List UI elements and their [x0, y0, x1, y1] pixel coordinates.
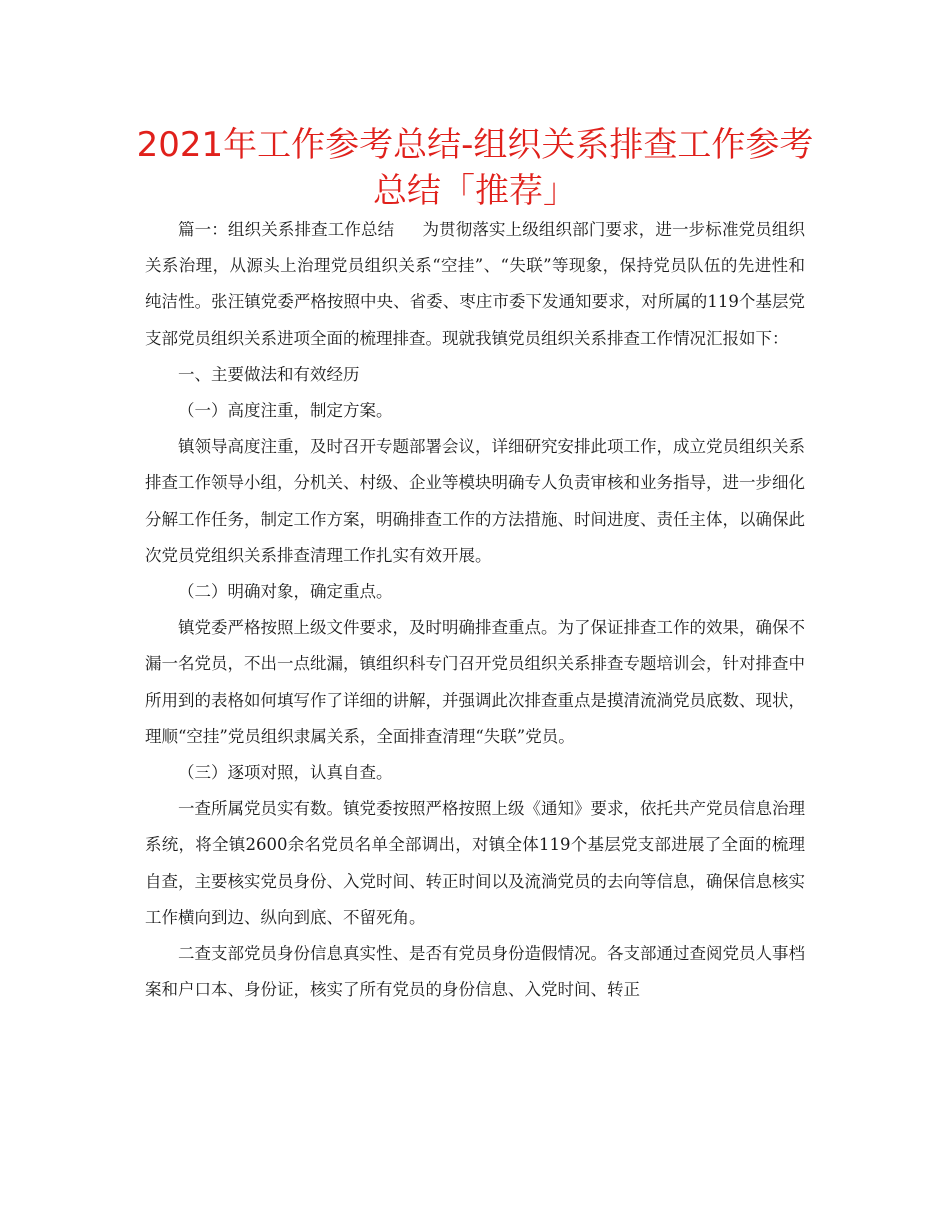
subsection-heading: （二）明确对象，确定重点。 — [178, 582, 393, 602]
intro-paragraph — [145, 212, 805, 357]
subsection-heading: （三）逐项对照，认真自查。 — [178, 763, 393, 783]
body-paragraph: 一查所属党员实有数。镇党委按照严格按照上级《通知》要求，依托共产党员信息治理系统，将全镇2600余名党员名单全部调出，对镇全体119个基层党支部进展了全面的梳理自查，主要核实党员身份、入党时间、转正时间以及流淌党员的去向等信息，确保信息核实工作横向到边、纵向到底、不留死角。 — [145, 799, 805, 927]
body-paragraph: 镇领导高度注重，及时召开专题部署会议，详细研究安排此项工作，成立党员组织关系排查工作领导小组，分机关、村级、企业等模块明确专人负责审核和业务指导，进一步细化分解工作任务，制定工作方案，明确排查工作的方法措施、时间进度、责任主体，以确保此次党员党组织关系排查清理工作扎实有效开展。 — [145, 437, 805, 565]
body-paragraph: 镇党委严格按照上级文件要求，及时明确排查重点。为了保证排查工作的效果，确保不漏一名党员，不出一点纰漏，镇组织科专门召开党员组织关系排查专题培训会，针对排查中所用到的表格如何填写作了详细的讲解，并强调此次排查重点是摸清流淌党员底数、现状，理顺“空挂”党员组织隶属关系，全面排查清理“失联”党员。 — [145, 618, 805, 746]
intro-text: 为贯彻落实上级组织部门要求，进一步标准党员组织关系治理，从源头上治理党员组织关系“空挂”、“失联”等现象，保持党员队伍的先进性和纯洁性。张汪镇党委严格按照中央、省委、枣庄市委下发通知要求，对所属的119个基层党支部党员组织关系进项全面的梳理排查。现就我镇党员组织关系排查工作情况汇报如下： — [145, 220, 806, 348]
intro-label: 篇一：组织关系排查工作总结 — [178, 220, 395, 239]
body-paragraph: 二查支部党员身份信息真实性、是否有党员身份造假情况。各支部通过查阅党员人事档案和户口本、身份证，核实了所有党员的身份信息、入党时间、转正 — [145, 944, 805, 1000]
subsection-heading: （一）高度注重，制定方案。 — [178, 401, 393, 421]
document-body — [145, 212, 805, 1008]
document-title: 2021年工作参考总结-组织关系排查工作参考总结「推荐」 — [136, 125, 814, 211]
section-heading: 一、主要做法和有效经历 — [178, 364, 360, 384]
